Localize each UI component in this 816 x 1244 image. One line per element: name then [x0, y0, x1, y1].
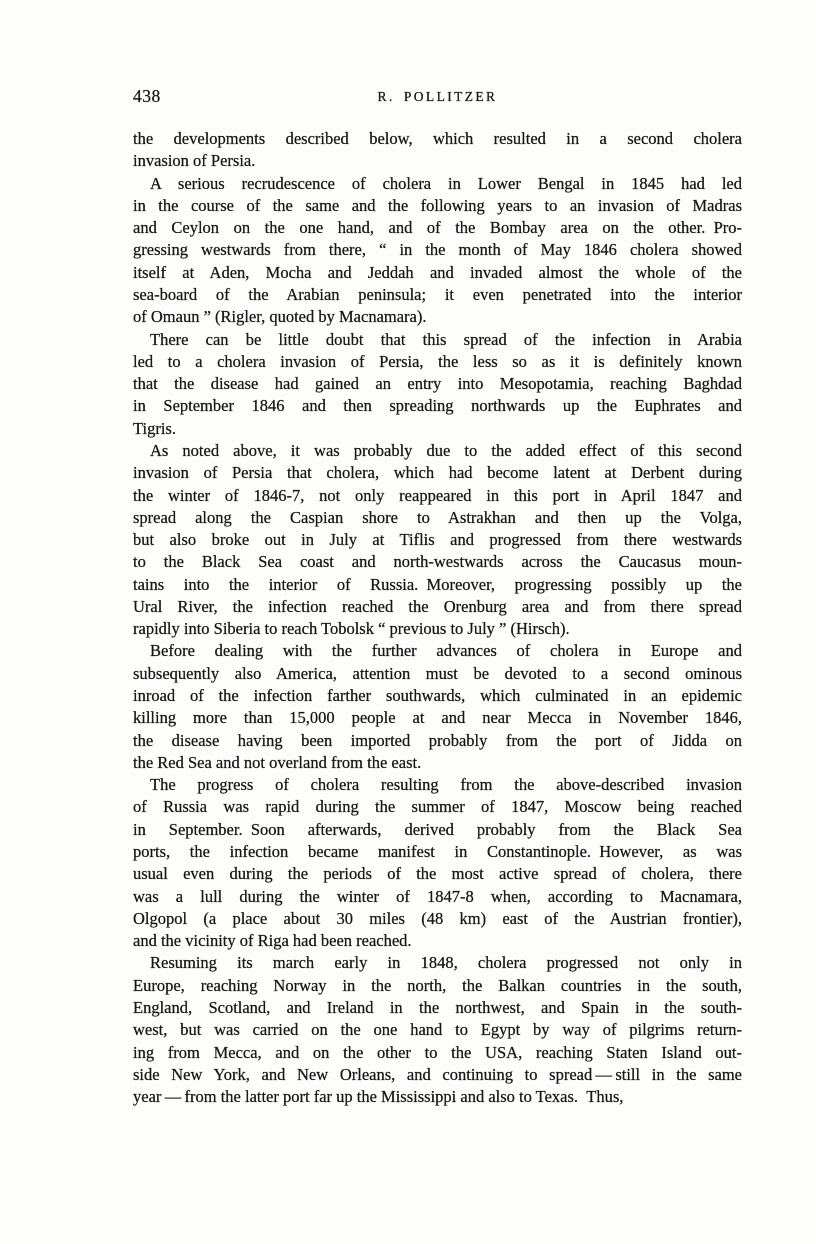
text-line: gressing westwards from there, “ in the month of May 1846 cholera showed	[133, 240, 742, 260]
text-line: Ural River, the infection reached the Orenburg area and from there spread	[133, 596, 742, 616]
text-line: the Red Sea and not overland from the east.	[133, 752, 422, 772]
text-line: Resuming its march early in 1848, cholera progressed not only in	[150, 953, 742, 973]
paragraph	[133, 329, 742, 440]
text-line: Olgopol (a place about 30 miles (48 km) east of the Austrian frontier),	[133, 908, 742, 928]
paragraph	[133, 128, 742, 173]
text-line: and Ceylon on the one hand, and of the Bombay area on the other. Pro-	[133, 218, 742, 238]
text-line: subsequently also America, attention must be devoted to a second ominous	[133, 663, 742, 683]
paragraph	[133, 640, 742, 774]
text-line: Europe, reaching Norway in the north, the Balkan countries in the south,	[133, 975, 742, 995]
text-line: invasion of Persia.	[133, 151, 256, 171]
text-line: that the disease had gained an entry into Mesopotamia, reaching Baghdad	[133, 374, 742, 394]
text-line: the developments described below, which resulted in a second cholera	[133, 129, 742, 148]
page-body	[133, 128, 742, 1108]
paragraph	[133, 173, 742, 329]
text-line: was a lull during the winter of 1847-8 when, according to Macnamara,	[133, 886, 742, 906]
text-line: of Omaun ” (Rigler, quoted by Macnamara).	[133, 307, 427, 327]
text-line: There can be little doubt that this spread of the infection in Arabia	[150, 329, 742, 349]
text-line: usual even during the periods of the most active spread of cholera, there	[133, 864, 742, 884]
text-line: the disease having been imported probably from the port of Jidda on	[133, 730, 742, 750]
text-line: the winter of 1846-7, not only reappeared in this port in April 1847 and	[133, 485, 742, 505]
text-line: sea-board of the Arabian peninsula; it even penetrated into the interior	[133, 284, 742, 304]
page-header	[133, 86, 742, 108]
text-line: and the vicinity of Riga had been reached.	[133, 931, 412, 951]
text-line: of Russia was rapid during the summer of 1847, Moscow being reached	[133, 797, 742, 817]
text-line: side New York, and New Orleans, and continuing to spread — still in the same	[133, 1064, 742, 1084]
text-line: to the Black Sea coast and north-westwards across the Caucasus moun-	[133, 552, 742, 572]
text-line: Before dealing with the further advances of cholera in Europe and	[150, 641, 742, 661]
text-line: west, but was carried on the one hand to Egypt by way of pilgrims return-	[133, 1020, 742, 1040]
text-line: in the course of the same and the following years to an invasion of Madras	[133, 195, 742, 215]
paragraph	[133, 774, 742, 952]
paragraph	[133, 440, 742, 641]
text-line: but also broke out in July at Tiflis and progressed from there westwards	[133, 530, 742, 550]
text-line: year — from the latter port far up the Mississippi and also to Texas. Thus,	[133, 1087, 624, 1107]
text-line: Tigris.	[133, 418, 176, 438]
text-line: led to a cholera invasion of Persia, the less so as it is definitely known	[133, 351, 742, 371]
text-line: England, Scotland, and Ireland in the northwest, and Spain in the south-	[133, 997, 742, 1017]
text-line: in September. Soon afterwards, derived probably from the Black Sea	[133, 819, 742, 839]
text-line: The progress of cholera resulting from the above-described invasion	[150, 775, 742, 795]
text-line: tains into the interior of Russia. Moreover, progressing possibly up the	[133, 574, 742, 594]
running-head: R. POLLITZER	[377, 89, 498, 104]
text-line: killing more than 15,000 people at and near Mecca in November 1846,	[133, 708, 742, 728]
text-line: itself at Aden, Mocha and Jeddah and invaded almost the whole of the	[133, 262, 742, 282]
text-line: inroad of the infection farther southwards, which culminated in an epidemic	[133, 686, 742, 706]
text-line: ports, the infection became manifest in Constantinople. However, as was	[133, 842, 742, 861]
text-line: A serious recrudescence of cholera in Lower Bengal in 1845 had led	[150, 173, 742, 193]
page-number: 438	[133, 86, 161, 106]
text-line: invasion of Persia that cholera, which had become latent at Derbent during	[133, 463, 742, 483]
text-line: spread along the Caspian shore to Astrakhan and then up the Volga,	[133, 507, 742, 527]
text-line: in September 1846 and then spreading northwards up the Euphrates and	[133, 396, 742, 416]
text-line: rapidly into Siberia to reach Tobolsk “ previous to July ” (Hirsch).	[133, 619, 570, 639]
paragraph	[133, 952, 742, 1108]
text-line: ing from Mecca, and on the other to the USA, reaching Staten Island out-	[133, 1042, 742, 1062]
text-line: As noted above, it was probably due to the added effect of this second	[150, 440, 742, 460]
